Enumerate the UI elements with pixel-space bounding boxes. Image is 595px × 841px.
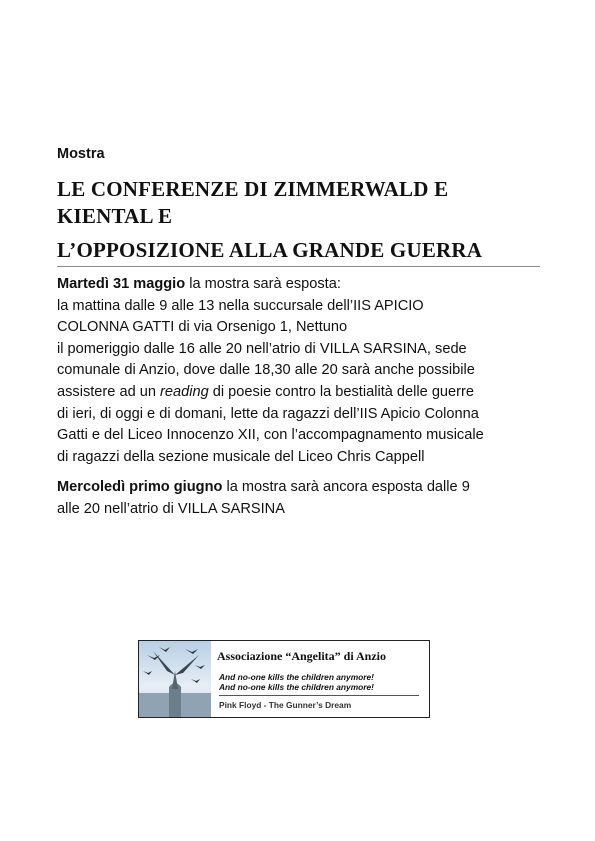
title-line-3: L’OPPOSIZIONE ALLA GRANDE GUERRA (57, 238, 483, 262)
paragraph-line: di ragazzi della sezione musicale del Liceo Chris Cappell (57, 448, 425, 465)
event-description (57, 274, 547, 521)
title-divider (57, 266, 540, 267)
paragraph-line: di ieri, di oggi e di domani, lette da ragazzi dell’IIS Apicio Colonna (57, 405, 479, 422)
angel-sculpture-with-birds-icon (139, 641, 211, 717)
date-tuesday: Martedì 31 maggio (57, 276, 186, 292)
paragraph-line: Gatti e del Liceo Innocenzo XII, con l’accompagnamento musicale (57, 427, 484, 444)
paragraph-text: assistere ad un (57, 383, 161, 400)
banner-quote (219, 672, 374, 692)
paragraph-line: alle 20 nell’atrio di VILLA SARSINA (57, 500, 285, 517)
quote-credit: Pink Floyd - The Gunner’s Dream (219, 700, 352, 710)
paragraph-text: la mostra sarà ancora esposta dalle 9 (222, 479, 470, 496)
association-name: Associazione “Angelita” di Anzio (217, 649, 387, 663)
banner-divider (219, 695, 419, 696)
paragraph-line (57, 477, 547, 499)
paragraph-line: la mattina dalle 9 alle 13 nella succursale dell’IIS APICIO (57, 297, 424, 314)
paragraph-line (57, 382, 547, 404)
paragraph-line: il pomeriggio dalle 16 alle 20 nell’atrio di VILLA SARSINA, sede (57, 340, 467, 357)
title-line-2: KIENTAL E (57, 204, 173, 228)
paragraph-text: di poesie contro la bestialità delle guerre (208, 383, 475, 400)
paragraph-line: COLONNA GATTI di via Orsenigo 1, Nettuno (57, 319, 348, 336)
title-line-1: LE CONFERENZE DI ZIMMERWALD E (57, 177, 449, 201)
date-wednesday: Mercoledì primo giugno (57, 479, 223, 496)
paragraph-line (57, 274, 547, 296)
paragraph-wednesday (57, 477, 547, 520)
quote-line: And no-one kills the children anymore! (219, 672, 374, 682)
paragraph-line: comunale di Anzio, dove dalle 18,30 alle 20 sarà anche possibile (57, 362, 475, 379)
paragraph-tuesday (57, 274, 547, 468)
quote-line: And no-one kills the children anymore! (219, 682, 374, 692)
kicker-label: Mostra (57, 146, 105, 162)
banner-illustration (139, 641, 211, 717)
page-title (57, 176, 557, 264)
association-banner (138, 640, 430, 718)
paragraph-text: la mostra sarà esposta: (185, 276, 341, 292)
reading-emphasis: reading (160, 383, 209, 400)
